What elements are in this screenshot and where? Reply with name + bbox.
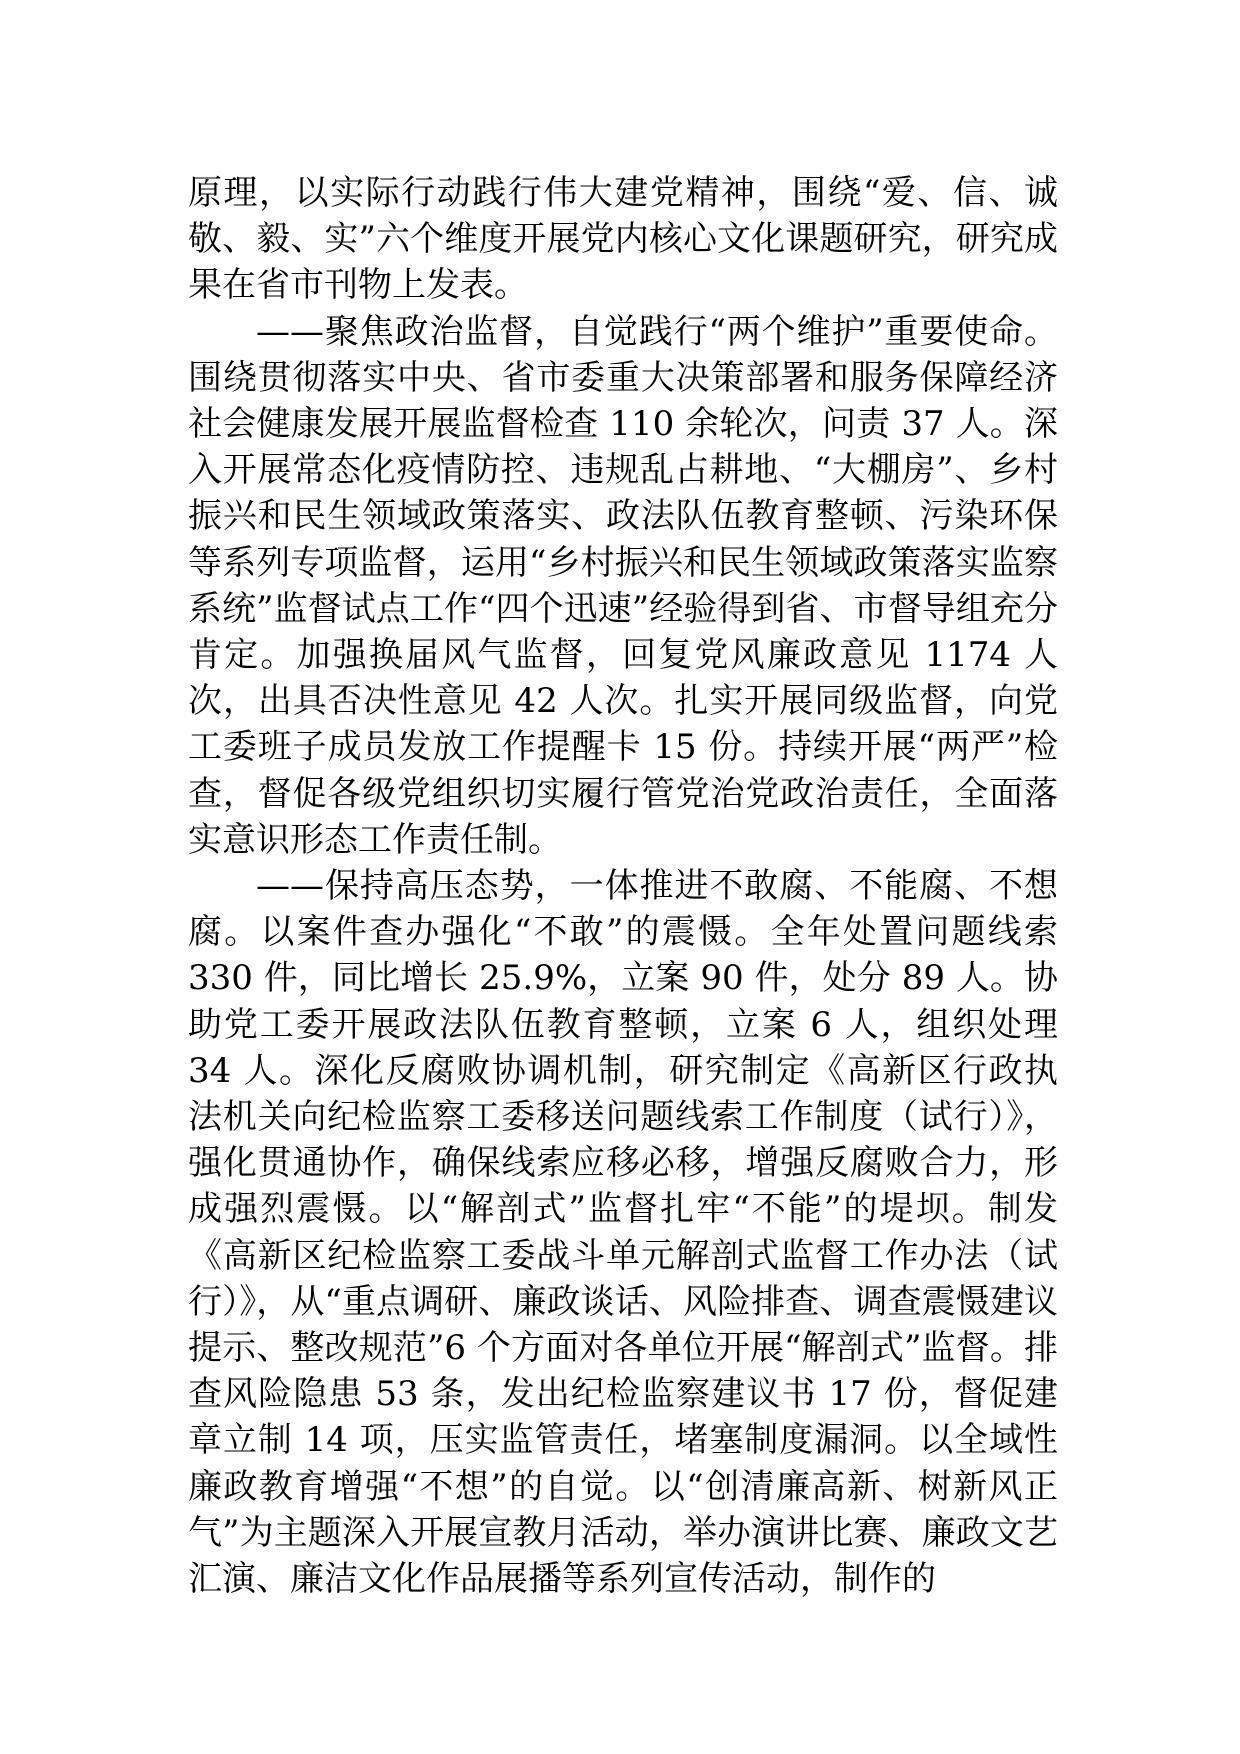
paragraph-continuation: 原理，以实际行动践行伟大建党精神，围绕“爱、信、诚敬、毅、实”六个维度开展党内核心文化课题研究，研究成果在省市刊物上发表。: [188, 173, 1058, 306]
body-text: [188, 170, 1058, 1602]
paragraph-political-supervision: ——聚焦政治监督，自觉践行“两个维护”重要使命。围绕贯彻落实中央、省市委重大决策部署和服务保障经济社会健康发展开展监督检查 110 余轮次，问责 37 人。深入开展常态化疫情防控、违规乱占耕地、“大棚房”、乡村振兴和民生领域政策落实、政法队伍教育整顿、污染环保等系列专项监督，运用“乡村振兴和民生领域政策落实监察系统”监督试点工作“四个迅速”经验得到省、市督导组充分肯定。加强换届风气监督，回复党风廉政意见 1174 人次，出具否决性意见 42 人次。扎实开展同级监督，向党工委班子成员发放工作提醒卡 15 份。持续开展“两严”检查，督促各级党组织切实履行管党治党政治责任，全面落实意识形态工作责任制。: [188, 311, 1058, 860]
paragraph-anti-corruption: ——保持高压态势，一体推进不敢腐、不能腐、不想腐。以案件查办强化“不敢”的震慑。全年处置问题线索 330 件，同比增长 25.9%，立案 90 件，处分 89 人。协助党工委开展政法队伍教育整顿，立案 6 人，组织处理 34 人。深化反腐败协调机制，研究制定《高新区行政执法机关向纪检监察工委移送问题线索工作制度（试行）》，强化贯通协作，确保线索应移必移，增强反腐败合力，形成强烈震慑。以“解剖式”监督扎牢“不能”的堤坝。制发《高新区纪检监察工委战斗单元解剖式监督工作办法（试行）》，从“重点调研、廉政谈话、风险排查、调查震慑建议提示、整改规范”6 个方面对各单位开展“解剖式”监督。排查风险隐患 53 条，发出纪检监察建议书 17 份，督促建章立制 14 项，压实监管责任，堵塞制度漏洞。以全域性廉政教育增强“不想”的自觉。以“创清廉高新、树新风正气”为主题深入开展宣教月活动，举办演讲比赛、廉政文艺汇演、廉洁文化作品展播等系列宣传活动，制作的: [188, 866, 1058, 1600]
